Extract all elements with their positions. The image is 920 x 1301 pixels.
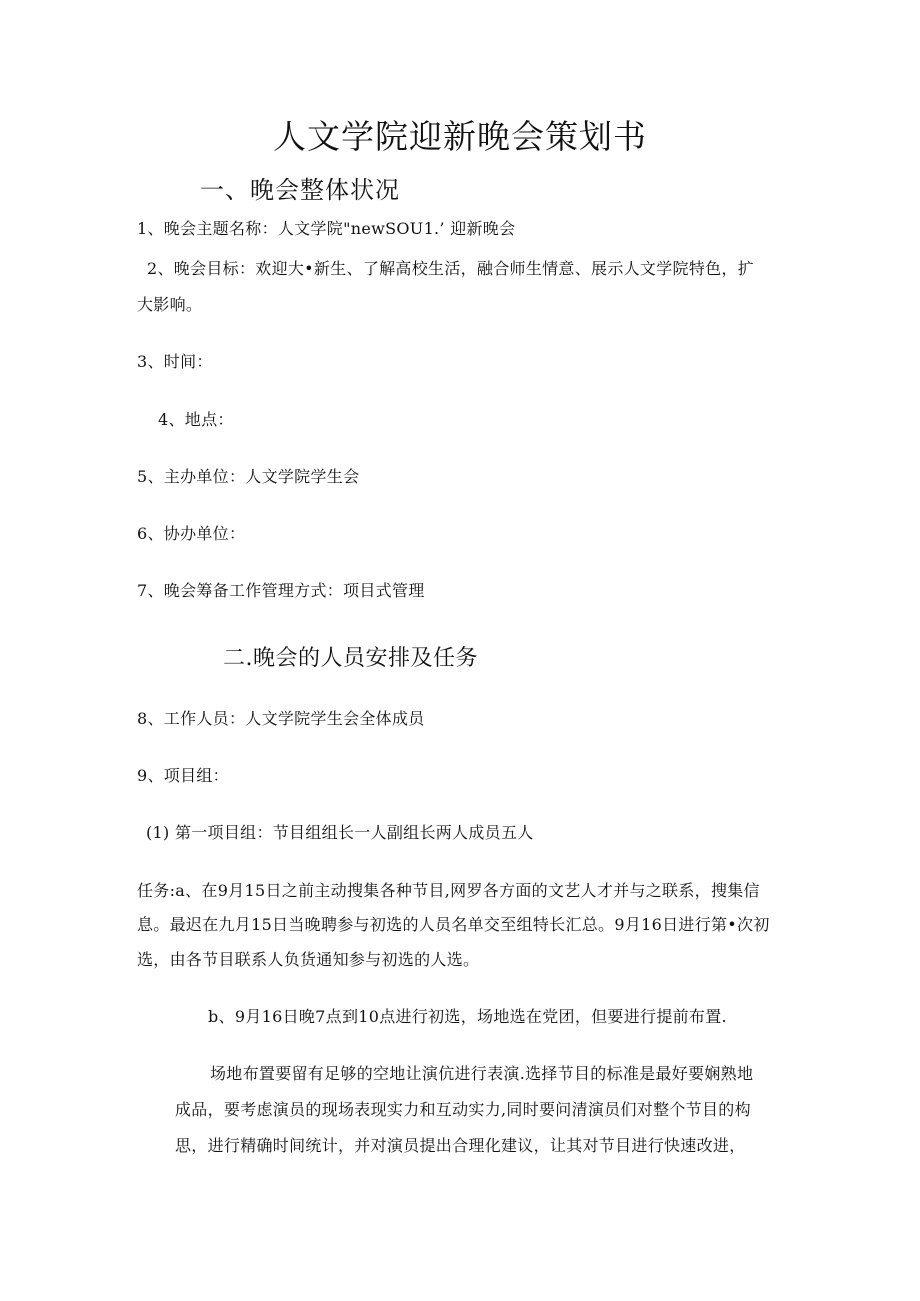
section-heading-staffing: 二.晚会的人员安排及任务 [223,646,478,671]
item-staff: 8、工作人员：人文学院学生会全体成员 [137,709,425,728]
item-project-groups: 9、项目组： [137,766,229,785]
document-title: 人文学院迎新晚会策划书 [273,117,647,156]
item-goal: 2、晚会目标：欢迎大•新生、了解高校生活，融合师生情意、展示人文学院特色，扩 [147,259,755,278]
task-line-3: 选，由各节目联系人负货通知参与初选的人选。 [137,950,480,969]
item-location: 4、地点： [158,410,234,429]
section-heading-overview: 一、晚会整体状况 [200,176,400,204]
venue-line-2: 成品，要考虑演员的现场表现实力和互动实力,同时要问清演员们对整个节目的构 [175,1100,751,1119]
item-theme-name: 1、晚会主题名称：人文学院"newSOU1.’ 迎新晚会 [137,219,516,238]
item-management-method: 7、晚会筹备工作管理方式：项目式管理 [137,581,425,600]
item-co-organizer: 6、协办单位： [137,524,246,543]
task-line-2: 息。最迟在九月15日当晚聘参与初选的人员名单交至组特长汇总。9月16日进行第•次初 [137,915,770,934]
item-program-group: (1) 第一项目组：节目组组长一人副组长两人成员五人 [146,823,534,842]
item-time: 3、时间： [137,352,213,371]
task-b: b、9月16日晚7点到10点进行初选，场地选在党团，但要进行提前布置. [208,1007,727,1026]
task-line-1: 任务:a、在9月15日之前主动搜集各种节目,网罗各方面的文艺人才并与之联系，搜集信 [137,881,760,900]
item-organizer: 5、主办单位：人文学院学生会 [137,467,360,486]
venue-line-1: 场地布置要留有足够的空地让演伉进行表演.选择节目的标准是最好要娴熟地 [210,1064,754,1083]
venue-line-3: 思，进行精确时间统计，并对演员提出合理化建议，让其对节目进行快速改进， [175,1136,746,1155]
item-goal-continued: 大影响。 [137,295,203,314]
